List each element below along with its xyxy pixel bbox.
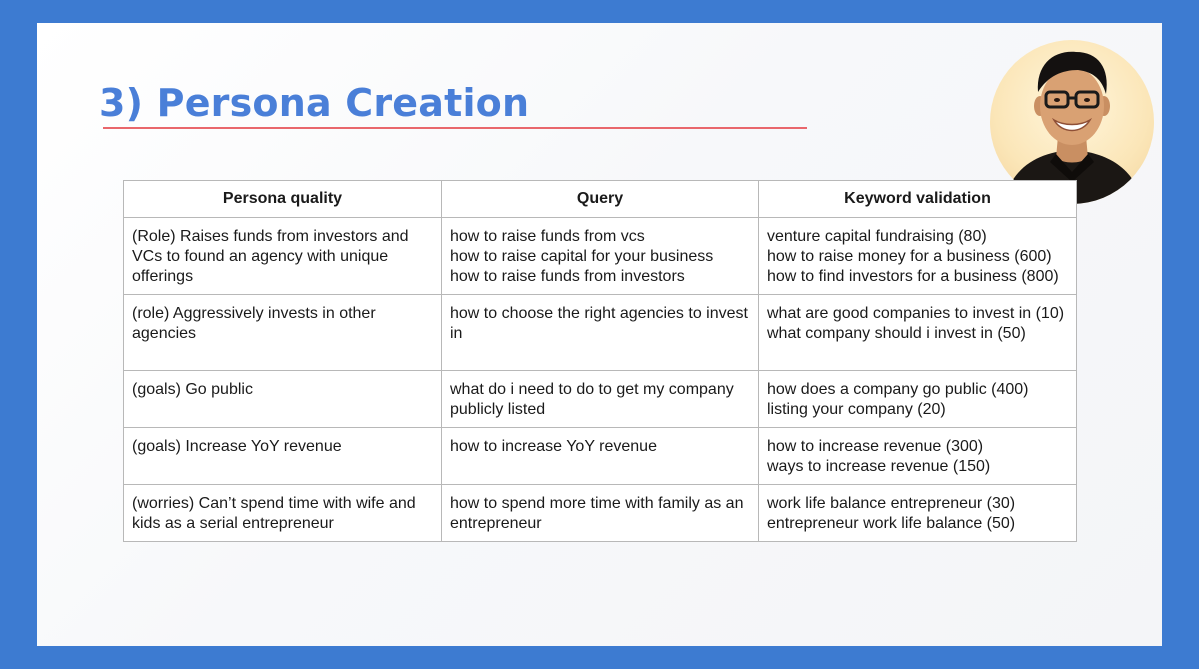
keyword-line: how to find investors for a business (800) bbox=[767, 268, 1059, 285]
keyword-line: entrepreneur work life balance (50) bbox=[767, 515, 1016, 532]
table-row bbox=[124, 295, 1077, 371]
keyword-line: work life balance entrepreneur (30) bbox=[767, 495, 1016, 512]
keyword-cell bbox=[759, 428, 1077, 485]
table-row bbox=[124, 485, 1077, 542]
persona-quality-cell: (goals) Increase YoY revenue bbox=[124, 428, 442, 485]
keyword-line: venture capital fundraising (80) bbox=[767, 228, 987, 245]
query-cell: how to choose the right agencies to invest in bbox=[442, 295, 759, 371]
header-query: Query bbox=[442, 181, 759, 218]
title-underline bbox=[103, 127, 807, 129]
query-line: how to raise capital for your business bbox=[450, 248, 714, 265]
keyword-line: ways to increase revenue (150) bbox=[767, 458, 991, 475]
keyword-cell bbox=[759, 371, 1077, 428]
query-cell: what do i need to do to get my company publicly listed bbox=[442, 371, 759, 428]
persona-quality-cell: (goals) Go public bbox=[124, 371, 442, 428]
persona-quality-cell: (role) Aggressively invests in other agencies bbox=[124, 295, 442, 371]
table-row bbox=[124, 218, 1077, 295]
slide bbox=[37, 23, 1162, 646]
slide-title: 3) Persona Creation bbox=[99, 81, 530, 125]
query-line: how to raise funds from investors bbox=[450, 268, 685, 285]
table-header-row bbox=[124, 181, 1077, 218]
header-keyword-validation: Keyword validation bbox=[759, 181, 1077, 218]
keyword-cell bbox=[759, 485, 1077, 542]
table-row bbox=[124, 371, 1077, 428]
keyword-line: how to raise money for a business (600) bbox=[767, 248, 1052, 265]
keyword-line: how to increase revenue (300) bbox=[767, 438, 984, 455]
keyword-cell bbox=[759, 218, 1077, 295]
keyword-line: what are good companies to invest in (10) bbox=[767, 305, 1065, 322]
persona-quality-cell: (Role) Raises funds from investors and VCs to found an agency with unique offerings bbox=[124, 218, 442, 295]
persona-table bbox=[123, 180, 1077, 542]
header-persona-quality: Persona quality bbox=[124, 181, 442, 218]
query-cell: how to spend more time with family as an entrepreneur bbox=[442, 485, 759, 542]
query-cell bbox=[442, 218, 759, 295]
query-line: how to raise funds from vcs bbox=[450, 228, 645, 245]
table-row bbox=[124, 428, 1077, 485]
keyword-line: listing your company (20) bbox=[767, 401, 946, 418]
keyword-line: how does a company go public (400) bbox=[767, 381, 1029, 398]
query-cell: how to increase YoY revenue bbox=[442, 428, 759, 485]
keyword-cell bbox=[759, 295, 1077, 371]
persona-quality-cell: (worries) Can’t spend time with wife and kids as a serial entrepreneur bbox=[124, 485, 442, 542]
keyword-line: what company should i invest in (50) bbox=[767, 325, 1026, 342]
